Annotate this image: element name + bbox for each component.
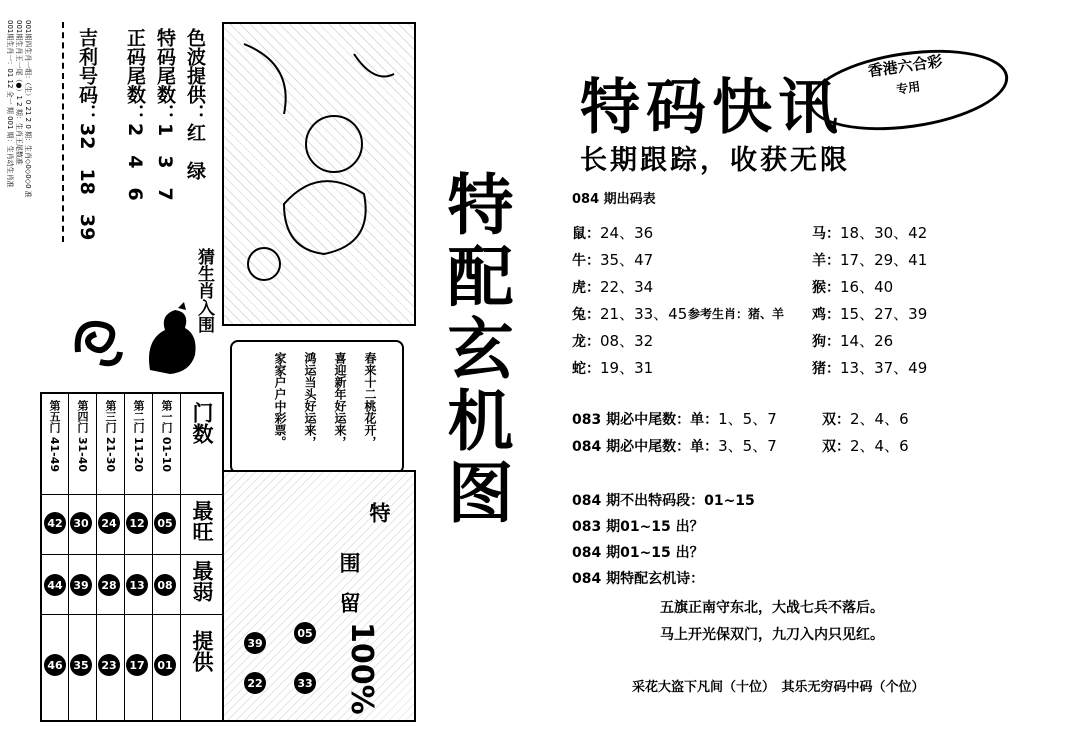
info-normal-tail: 正码尾数：2 4 6: [124, 28, 146, 201]
number-table: [40, 392, 224, 722]
bottom-number: 22: [244, 672, 266, 694]
table-weak: 28: [98, 574, 120, 596]
table-provide: 17: [126, 654, 148, 676]
fine-print: [5, 20, 32, 198]
table-weak: 13: [126, 574, 148, 596]
zodiac-left-row: 牛：35、47: [572, 251, 654, 269]
poem-box-line-4: 家家户户中彩票。: [273, 352, 287, 448]
fine-print-line-2: 001期生肖王一尾（●）1 2 期：生肖王尾数准: [15, 20, 23, 165]
illustration-panel: [222, 22, 416, 326]
range-083: 083 期01~15 出？: [572, 519, 704, 535]
left-panel: [0, 0, 514, 746]
percent-label: 100%: [344, 622, 379, 715]
zodiac-right-row: 马：18、30、42: [812, 224, 928, 242]
bottom-vert-3: 留: [337, 592, 361, 613]
badge-top-text: 香港六合彩: [866, 52, 944, 81]
range-084: 084 期01~15 出？: [572, 545, 704, 561]
poem-line-2: 马上开光保双门，九刀入内只见红。: [660, 627, 884, 643]
zodiac-title: 猜生肖入围: [194, 248, 214, 333]
table-provide: 01: [154, 654, 176, 676]
bottom-number: 33: [294, 672, 316, 694]
zodiac-left-row: 兔：21、33、45: [572, 305, 688, 323]
bottom-number: 39: [244, 632, 266, 654]
bottom-vert-1: 特: [367, 502, 391, 523]
poem-box-line-3: 鸿运当头好运来，: [303, 352, 317, 448]
zodiac-right-row: 鸡：15、27、39: [812, 305, 928, 323]
table-weak: 44: [44, 574, 66, 596]
table-header-doors: 门数: [190, 402, 214, 444]
zodiac-left-row: 虎：22、34: [572, 278, 654, 296]
poem-box: [230, 340, 404, 474]
table-weak: 39: [70, 574, 92, 596]
info-lucky-numbers: 吉利号码：32 18 39: [76, 28, 98, 241]
zodiac-left-row: 鼠：24、36: [572, 224, 654, 242]
tail-row-084-even: 双：2、4、6: [822, 437, 909, 455]
fine-print-line-1: 001期四生肖一组：（生）0 21 2 0 期：生肖◇0◇0◇0 准: [24, 20, 32, 198]
table-header-weak: 最弱: [190, 560, 214, 602]
poem-box-line-1: 春来十二桃花开，: [363, 352, 377, 448]
bottom-number: 05: [294, 622, 316, 644]
zodiac-left-row: 龙：08、32: [572, 332, 654, 350]
info-special-tail: 特码尾数：1 3 7: [154, 28, 176, 201]
table-header-provide: 提供: [190, 630, 214, 672]
table-range: 第二门 11-20: [132, 400, 145, 473]
no-special-range: 084 期不出特码段：01~15: [572, 493, 755, 509]
big-title: 特配玄机图: [436, 170, 514, 530]
table-range: 第四门 31-40: [76, 400, 89, 473]
zodiac-right-row: 猴：16、40: [812, 278, 894, 296]
zodiac-right-row: 狗：14、26: [812, 332, 894, 350]
page-subtitle: 长期跟踪，收获无限: [580, 145, 850, 176]
table-hot: 05: [154, 512, 176, 534]
illustration-image: [224, 24, 410, 320]
tail-row-083: 083 期必中尾数：单：1、5、7: [572, 410, 777, 428]
table-provide: 46: [44, 654, 66, 676]
info-color: 色波提供：红 绿: [184, 28, 206, 180]
table-range: 第三门 21-30: [104, 400, 117, 473]
zodiac-left-row: 蛇：19、31: [572, 359, 654, 377]
table-range: 第一门 01-10: [160, 400, 173, 473]
bottom-box: [222, 470, 416, 722]
fine-print-line-3: 001期生肖一：01 12 全一 期 001 期：生肖动生肖准: [6, 20, 14, 188]
table-hot: 42: [44, 512, 66, 534]
table-header-hot: 最旺: [190, 500, 214, 542]
reference-zodiac: 参考生肖：猪、羊: [688, 307, 785, 321]
badge-bottom-text: 专用: [895, 79, 922, 97]
page-title: 特码快讯: [580, 73, 844, 143]
table-hot: 30: [70, 512, 92, 534]
footer-hint: 采花大盗下凡间（十位） 其乐无穷码中码（个位）: [632, 680, 925, 695]
table-provide: 23: [98, 654, 120, 676]
rooster-icon: [140, 300, 200, 380]
poem-title: 084 期特配玄机诗：: [572, 571, 705, 587]
zodiac-right-row: 羊：17、29、41: [812, 251, 928, 269]
tail-row-084: 084 期必中尾数：单：3、5、7: [572, 437, 777, 455]
snake-icon: [70, 312, 125, 372]
section-title: 084 期出码表: [572, 192, 656, 207]
table-hot: 24: [98, 512, 120, 534]
info-block: [62, 22, 214, 242]
table-weak: 08: [154, 574, 176, 596]
bottom-vert-2: 围: [337, 552, 361, 573]
table-provide: 35: [70, 654, 92, 676]
poem-line-1: 五旗正南守东北，大战七兵不落后。: [660, 600, 884, 616]
table-range: 第五门 41-49: [48, 400, 61, 473]
zodiac-right-row: 猪：13、37、49: [812, 359, 928, 377]
poem-box-line-2: 喜迎新年好运来，: [333, 352, 347, 448]
table-hot: 12: [126, 512, 148, 534]
tail-row-083-even: 双：2、4、6: [822, 410, 909, 428]
